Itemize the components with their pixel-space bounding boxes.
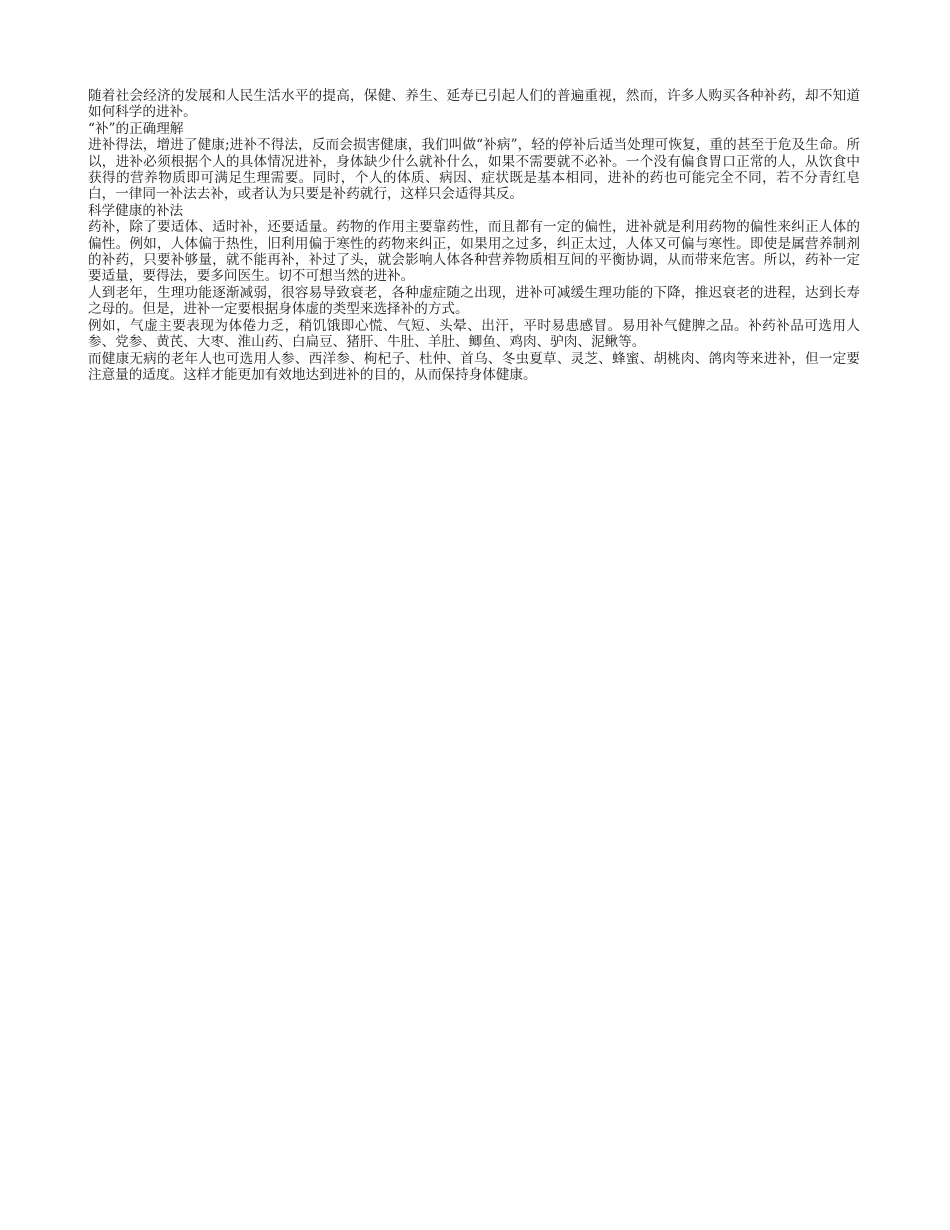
section2-paragraph-4: 而健康无病的老年人也可选用人参、西洋参、枸杞子、杜仲、首乌、冬虫夏草、灵芝、蜂蜜、胡桃肉、鸽肉等来进补，但一定要注意量的适度。这样才能更加有效地达到进补的目的，从而保持身体健康。 [88,350,860,383]
section-heading-correct-understanding: “补”的正确理解 [88,120,184,137]
section2-paragraph-1: 药补，除了要适体、适时补，还要适量。药物的作用主要靠药性，而且都有一定的偏性，进补就是利用药物的偏性来纠正人体的偏性。例如，人体偏于热性，旧利用偏于寒性的药物来纠正，如果用之过多，纠正太过，人体又可偏与寒性。即使是属营养制剂的补药，只要补够量，就不能再补，补过了头，就会影响人体各种营养物质相互间的平衡协调，从而带来危害。所以，药补一定要适量，要得法，要多问医生。切不可想当然的进补。 [88,219,860,285]
intro-paragraph: 随着社会经济的发展和人民生活水平的提高，保健、养生、延寿已引起人们的普遍重视，然而，许多人购买各种补药，却不知道如何科学的进补。 [88,88,860,121]
document-page [88,88,860,383]
section1-paragraph: 进补得法，增进了健康;进补不得法，反而会损害健康，我们叫做“补病”，轻的停补后适当处理可恢复，重的甚至于危及生命。所以，进补必须根据个人的具体情况进补，身体缺少什么就补什么，如果不需要就不必补。一个没有偏食胃口正常的人，从饮食中获得的营养物质即可满足生理需要。同时，个人的体质、病因、症状既是基本相同，进补的药也可能完全不同，若不分青红皂白，一律同一补法去补，或者认为只要是补药就行，这样只会适得其反。 [88,137,860,203]
section2-paragraph-3: 例如，气虚主要表现为体倦力乏，稍饥饿即心慌、气短、头晕、出汗，平时易患感冒。易用补气健脾之品。补药补品可选用人参、党参、黄芪、大枣、淮山药、白扁豆、猪肝、牛肚、羊肚、鲫鱼、鸡肉、驴肉、泥鳅等。 [88,317,860,351]
section2-paragraph-2: 人到老年，生理功能逐渐减弱，很容易导致衰老，各种虚症随之出现，进补可减缓生理功能的下降，推迟衰老的进程，达到长寿之母的。但是，进补一定要根据身体虚的类型来选择补的方式。 [88,284,860,318]
section-heading-scientific-method: 科学健康的补法 [88,202,184,219]
